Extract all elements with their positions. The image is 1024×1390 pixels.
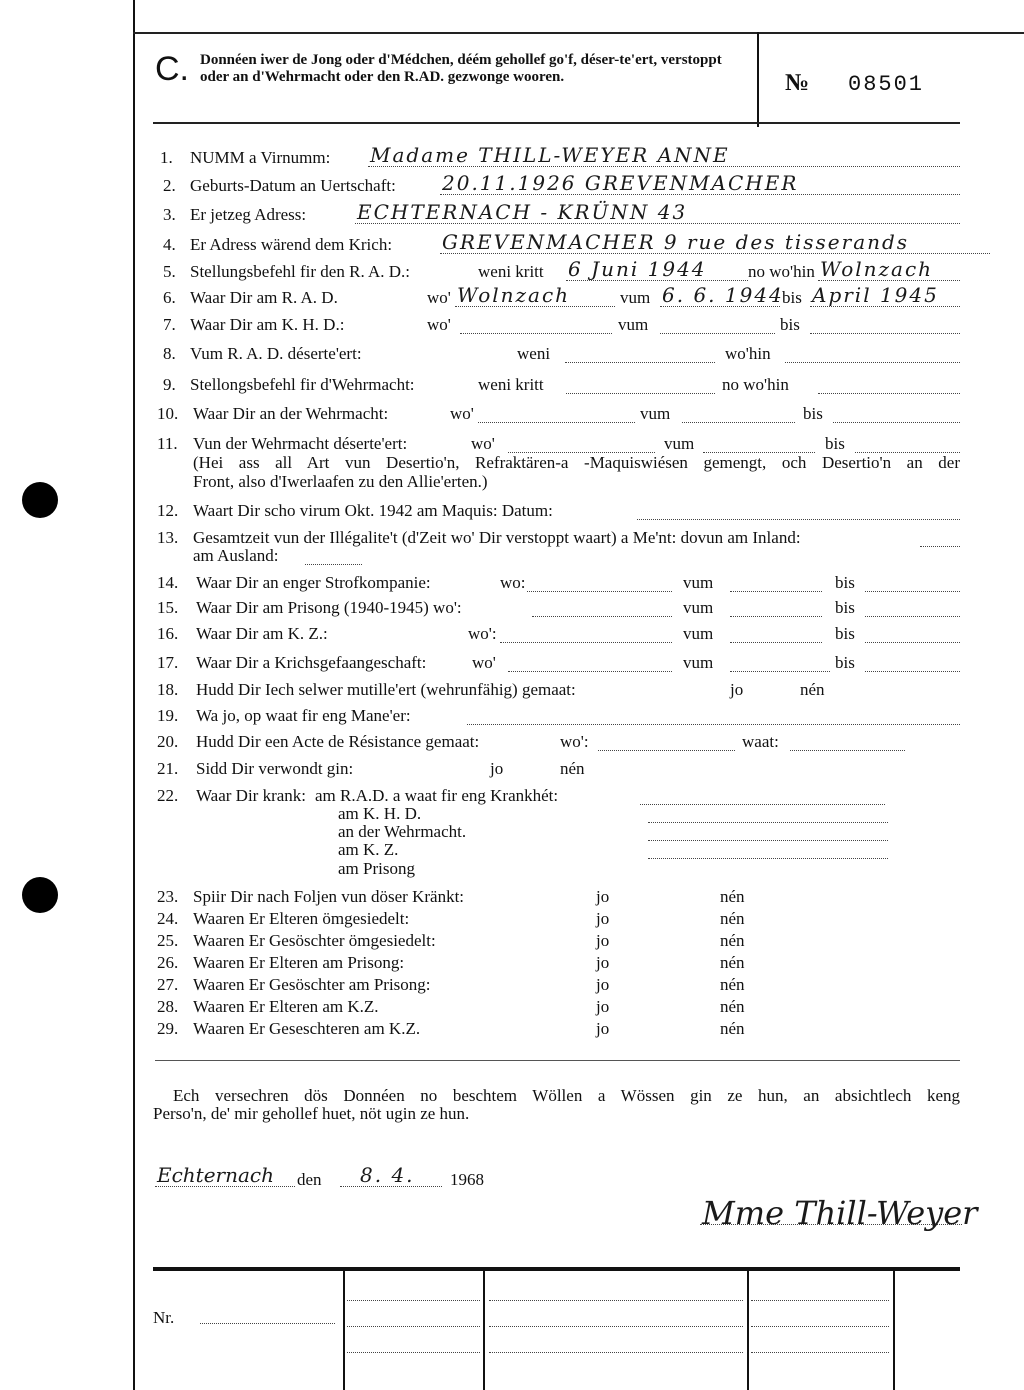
item-label: Geburts-Datum an Uertschaft:: [190, 176, 396, 195]
item-input-field[interactable]: [566, 375, 715, 394]
item-label: weni kritt: [478, 375, 544, 394]
item-input-field[interactable]: [440, 230, 990, 254]
item-number: 21.: [157, 759, 179, 778]
item-label: weni kritt: [478, 262, 544, 281]
item-input-field[interactable]: [455, 283, 615, 307]
item-label: Waar Dir an enger Strofkompanie:: [196, 573, 431, 592]
item-label: am Prisong: [338, 859, 415, 878]
item-label: an der Wehrmacht.: [338, 822, 467, 841]
item-label: wo':: [468, 624, 497, 643]
handwritten-value: Wolnzach: [820, 257, 934, 281]
frame-top-border: [133, 32, 1024, 34]
item-input-field[interactable]: [818, 375, 960, 394]
item-number: 12.: [157, 501, 179, 520]
item-label: wo': [472, 653, 496, 672]
item-input-field[interactable]: [478, 404, 635, 423]
item-label: NUMM a Virnumm:: [190, 148, 331, 167]
item-label: am K. Z.: [338, 840, 399, 859]
item-input-field[interactable]: [640, 786, 885, 805]
item-input-field[interactable]: [565, 344, 715, 363]
item-label: Er jetzeg Adress:: [190, 205, 307, 224]
handwritten-value: 20.11.1926 GREVENMACHER: [442, 171, 799, 195]
item-label: jo: [596, 953, 610, 972]
punch-hole: [22, 877, 58, 913]
item-label: vum: [664, 434, 695, 453]
item-label: Waaren Er Elteren am Prisong:: [193, 953, 405, 972]
item-label: am R.A.D. a waat fir eng Krankhét:: [315, 786, 559, 805]
item-label: am Ausland:: [193, 546, 279, 565]
item-input-field[interactable]: [460, 315, 612, 334]
punch-hole: [22, 482, 58, 518]
item-number: 26.: [157, 953, 179, 972]
item-label: Waaren Er Elteren am K.Z.: [193, 997, 379, 1016]
item-input-field[interactable]: [527, 573, 672, 592]
item-label: jo: [596, 887, 610, 906]
item-input-field[interactable]: [730, 598, 822, 617]
item-input-field[interactable]: [833, 404, 960, 423]
item-label: Waar Dir a Krichsgefaangeschaft:: [196, 653, 427, 672]
item-label: am K. H. D.: [338, 804, 422, 823]
item-label: weni: [517, 344, 551, 363]
item-input-field[interactable]: [660, 283, 784, 307]
handwritten-value: GREVENMACHER 9 rue des tisserands: [442, 230, 910, 254]
item-label: bis: [835, 653, 855, 672]
footer-table-field[interactable]: [347, 1308, 480, 1327]
item-input-field[interactable]: [790, 732, 905, 751]
item-label: jo: [596, 931, 610, 950]
number-label: №: [785, 70, 810, 96]
item-label: vum: [620, 288, 651, 307]
signature-field[interactable]: [700, 1194, 978, 1232]
item-input-field[interactable]: [648, 840, 888, 859]
footer-table-field[interactable]: [347, 1282, 480, 1301]
item-label: Sidd Dir verwondt gin:: [196, 759, 354, 778]
item-input-field[interactable]: [682, 404, 795, 423]
den-label: den: [297, 1170, 322, 1189]
item-number: 20.: [157, 732, 179, 751]
item-label: no wo'hin: [722, 375, 789, 394]
item-label: Gesamtzeit vun der Illégalite't (d'Zeit wo' Dir verstoppt waart) a Me'nt: dovun am Inland:: [193, 528, 801, 547]
item-number: 4.: [163, 235, 176, 254]
item-label: Er Adress wärend dem Krich:: [190, 235, 393, 254]
item-input-field[interactable]: [703, 434, 815, 453]
item-label: Wa jo, op waat fir eng Mane'er:: [196, 706, 411, 725]
item-input-field[interactable]: [810, 315, 960, 334]
item-label: nén: [720, 909, 745, 928]
item-label: nén: [720, 931, 745, 950]
footer-col-divider: [747, 1271, 749, 1390]
item-label: jo: [490, 759, 504, 778]
item-input-field[interactable]: [730, 573, 822, 592]
item-label: vum: [683, 624, 714, 643]
item-number: 10.: [157, 404, 179, 423]
item-number: 17.: [157, 653, 179, 672]
item-label: nén: [720, 887, 745, 906]
signature: Mme Thill-Weyer: [702, 1194, 978, 1232]
item-label: wo': [450, 404, 474, 423]
item-label: Waar Dir am R. A. D.: [190, 288, 338, 307]
item-label: bis: [835, 598, 855, 617]
item-label: nén: [800, 680, 825, 699]
item-label: wo'hin: [725, 344, 771, 363]
item-input-field[interactable]: [532, 598, 672, 617]
item-number: 24.: [157, 909, 179, 928]
item-number: 9.: [163, 375, 176, 394]
nr-field[interactable]: [200, 1305, 335, 1324]
item-input-field[interactable]: [508, 434, 655, 453]
footer-table-field[interactable]: [489, 1282, 743, 1301]
item-input-field[interactable]: [865, 598, 960, 617]
item-label: bis: [782, 288, 802, 307]
item-label: jo: [596, 975, 610, 994]
item-number: 11.: [157, 434, 178, 453]
item-input-field[interactable]: [440, 171, 960, 195]
item-number: 3.: [163, 205, 176, 224]
footer-col-divider: [893, 1271, 895, 1390]
item-label: wo':: [560, 732, 589, 751]
item-label: bis: [780, 315, 800, 334]
item-label: nén: [560, 759, 585, 778]
item-number: 25.: [157, 931, 179, 950]
item-input-field[interactable]: [508, 653, 672, 672]
item-label: no wo'hin: [748, 262, 815, 281]
item-label: Waar Dir am K. Z.:: [196, 624, 328, 643]
item-number: 15.: [157, 598, 179, 617]
year-label: 1968: [450, 1170, 484, 1189]
item-number: 1.: [160, 148, 173, 167]
item-input-field[interactable]: [566, 257, 748, 281]
footer-table-field[interactable]: [489, 1308, 743, 1327]
item-label: nén: [720, 1019, 745, 1038]
item-label: Waaren Er Gesöschter am Prisong:: [193, 975, 431, 994]
item-label: vum: [618, 315, 649, 334]
item-input-field[interactable]: [648, 804, 888, 823]
item-number: 18.: [157, 680, 179, 699]
item-number: 7.: [163, 315, 176, 334]
item-number: 28.: [157, 997, 179, 1016]
item-number: 8.: [163, 344, 176, 363]
footer-table-field[interactable]: [347, 1334, 480, 1353]
footer-table-field[interactable]: [489, 1334, 743, 1353]
item-label: Waaren Er Gesöschter ömgesiedelt:: [193, 931, 436, 950]
handwritten-value: Wolnzach: [457, 283, 571, 307]
item-number: 29.: [157, 1019, 179, 1038]
item-label: (Hei ass all Art vun Desertio'n, Refraktären-a -Maquiswiésen gemengt, och Desertio'n an der: [193, 453, 960, 472]
item-label: Vun der Wehrmacht déserte'ert:: [193, 434, 408, 453]
item-label: jo: [596, 997, 610, 1016]
item-label: wo': [471, 434, 495, 453]
item-input-field[interactable]: [637, 501, 960, 520]
item-input-field[interactable]: [865, 653, 960, 672]
header-rule: [153, 122, 960, 124]
item-label: Waar Dir an der Wehrmacht:: [193, 404, 389, 423]
date-value: 8. 4.: [360, 1163, 415, 1187]
frame-left-border: [133, 0, 135, 1390]
item-input-field[interactable]: [368, 143, 960, 167]
item-input-field[interactable]: [920, 528, 960, 547]
item-input-field[interactable]: [598, 732, 735, 751]
footer-rule: [153, 1267, 960, 1271]
item-label: vum: [683, 653, 714, 672]
item-input-field[interactable]: [467, 706, 960, 725]
item-input-field[interactable]: [785, 344, 960, 363]
item-label: bis: [825, 434, 845, 453]
item-number: 19.: [157, 706, 179, 725]
section-letter: C.: [155, 50, 189, 88]
item-label: Hudd Dir een Acte de Résistance gemaat:: [196, 732, 480, 751]
nr-label: Nr.: [153, 1308, 175, 1327]
handwritten-value: Madame THILL-WEYER ANNE: [370, 143, 730, 167]
item-input-field[interactable]: [648, 822, 888, 841]
item-label: Vum R. A. D. déserte'ert:: [190, 344, 362, 363]
item-label: Waar Dir krank:: [196, 786, 307, 805]
item-number: 2.: [163, 176, 176, 195]
item-label: vum: [683, 573, 714, 592]
item-label: jo: [596, 1019, 610, 1038]
declaration-line-1: Ech versechren dös Donnéen no beschtem Wöllen a Wössen gin ze hun, an absichtlech keng: [173, 1086, 960, 1105]
item-label: vum: [640, 404, 671, 423]
item-input-field[interactable]: [865, 624, 960, 643]
item-input-field[interactable]: [730, 653, 830, 672]
item-input-field[interactable]: [810, 283, 960, 307]
item-label: wo': [427, 288, 451, 307]
footer-table-field[interactable]: [751, 1334, 889, 1353]
item-number: 22.: [157, 786, 179, 805]
footer-table-field[interactable]: [751, 1308, 889, 1327]
date-field[interactable]: [340, 1163, 442, 1187]
declaration-line-2: Perso'n, de' mir gehollef huet, nöt ugin ze hun.: [153, 1104, 470, 1123]
items-end-rule: [155, 1060, 960, 1061]
item-number: 23.: [157, 887, 179, 906]
section-title: Donnéen iwer de Jong oder d'Médchen, déém gehollef go'f, déser-te'ert, verstoppt oder an d'Wehrmacht oder den R.AD. gezwonge wooren.: [200, 52, 722, 85]
item-input-field[interactable]: [355, 200, 960, 224]
item-label: jo: [596, 909, 610, 928]
footer-col-divider: [343, 1271, 345, 1390]
form-number: 08501: [848, 72, 925, 97]
item-label: Waar Dir am K. H. D.:: [190, 315, 345, 334]
item-label: waat:: [742, 732, 779, 751]
item-input-field[interactable]: [500, 624, 672, 643]
item-label: jo: [730, 680, 744, 699]
item-label: nén: [720, 975, 745, 994]
item-label: Waar Dir am Prisong (1940-1945) wo':: [196, 598, 462, 617]
item-label: Stellongsbefehl fir d'Wehrmacht:: [190, 375, 415, 394]
item-input-field[interactable]: [730, 624, 822, 643]
item-label: wo': [427, 315, 451, 334]
place-field[interactable]: [155, 1163, 295, 1187]
item-number: 27.: [157, 975, 179, 994]
item-label: Waaren Er Elteren ömgesiedelt:: [193, 909, 410, 928]
item-label: Waaren Er Geseschteren am K.Z.: [193, 1019, 421, 1038]
item-label: Waart Dir scho virum Okt. 1942 am Maquis: Datum:: [193, 501, 553, 520]
item-label: nén: [720, 953, 745, 972]
handwritten-value: 6 Juni 1944: [568, 257, 707, 281]
item-number: 16.: [157, 624, 179, 643]
item-input-field[interactable]: [660, 315, 775, 334]
handwritten-value: ECHTERNACH - KRÜNN 43: [357, 200, 688, 224]
item-number: 5.: [163, 262, 176, 281]
handwritten-value: April 1945: [812, 283, 939, 307]
item-label: vum: [683, 598, 714, 617]
item-number: 6.: [163, 288, 176, 307]
item-label: Front, also d'Iwerlaafen zu den Allie'erten.): [193, 472, 488, 491]
item-input-field[interactable]: [818, 257, 960, 281]
item-number: 14.: [157, 573, 179, 592]
header-divider: [757, 32, 759, 127]
item-label: Stellungsbefehl fir den R. A. D.:: [190, 262, 411, 281]
item-label: bis: [803, 404, 823, 423]
handwritten-value: 6. 6. 1944: [662, 283, 784, 307]
item-label: bis: [835, 573, 855, 592]
item-label: nén: [720, 997, 745, 1016]
footer-table-field[interactable]: [751, 1282, 889, 1301]
place-value: Echternach: [157, 1163, 275, 1187]
item-input-field[interactable]: [855, 434, 960, 453]
item-input-field[interactable]: [865, 573, 960, 592]
item-label: Hudd Dir Iech selwer mutille'ert (wehrunfähig) gemaat:: [196, 680, 576, 699]
footer-col-divider: [483, 1271, 485, 1390]
item-label: wo:: [500, 573, 526, 592]
item-label: bis: [835, 624, 855, 643]
item-number: 13.: [157, 528, 179, 547]
item-label: Spiir Dir nach Foljen vun döser Kränkt:: [193, 887, 465, 906]
item-input-field[interactable]: [305, 546, 362, 565]
